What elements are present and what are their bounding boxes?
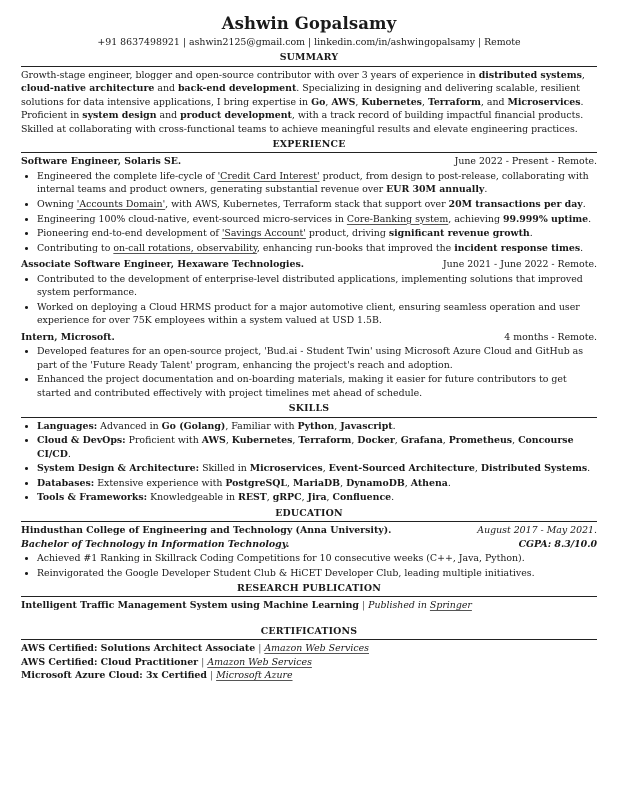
project-link[interactable]: on-call rotations, observability bbox=[113, 242, 257, 254]
issuer-link[interactable]: Amazon Web Services bbox=[264, 643, 369, 655]
education-dates: August 2017 - May 2021. bbox=[477, 525, 597, 537]
job-dates: June 2021 - June 2022 - Remote. bbox=[442, 259, 597, 271]
published-in: Published in bbox=[368, 600, 430, 612]
research-title: Intelligent Traffic Management System using Machine Learning bbox=[21, 600, 359, 612]
skill-system-design: • System Design & Architecture: Skilled in Microservices, Event-Sourced Architecture, Distributed Systems. bbox=[37, 462, 597, 476]
list-item: • Enhanced the project documentation and on-boarding materials, making it easier for future contributors to get started and contributed effectively with project timelines met ahead of schedule. bbox=[37, 373, 597, 400]
research-entry: Intelligent Traffic Management System using Machine Learning | Published in Springer bbox=[21, 600, 472, 612]
job-title: Associate Software Engineer, Hexaware Technologies. bbox=[21, 259, 304, 271]
list-item: • Reinvigorated the Google Developer Student Club & HiCET Developer Club, leading multiple initiatives. bbox=[37, 567, 597, 581]
degree: Bachelor of Technology in Information Technology. bbox=[21, 538, 290, 550]
list-item: • Worked on deploying a Cloud HRMS product for a major automotive client, ensuring seamless operation and user experience for over 75K employees within a system valued at USD 1.5B. bbox=[37, 301, 597, 328]
location: Remote bbox=[484, 36, 521, 48]
job-dates: 4 months - Remote. bbox=[504, 331, 597, 343]
skills-heading: SKILLS bbox=[21, 403, 597, 417]
job-header-microsoft bbox=[21, 331, 597, 345]
list-item: • Contributing to on-call rotations, observability, enhancing run-books that improved the incident response times. bbox=[37, 242, 597, 256]
skill-languages: • Languages: Advanced in Go (Golang), Familiar with Python, Javascript. bbox=[37, 420, 597, 434]
summary-text: Growth-stage engineer, blogger and open-source contributor with over 3 years of experience in distributed systems, cloud-native architecture and back-end development. Specializing in designing and delivering scalable, resilient solutions for data intensive applications, I bring expertise in Go, AWS, Kubernetes, Terraform, and Microservices. Proficient in system design and product development, with a track record of building impactful financial products. Skilled at collaborating with cross-functional teams to achieve meaningful results and elevate engineering practices. bbox=[21, 69, 585, 135]
skills-list bbox=[21, 420, 597, 505]
certifications-heading: CERTIFICATIONS bbox=[21, 626, 597, 640]
education-heading: EDUCATION bbox=[21, 508, 597, 522]
job-title: Software Engineer, Solaris SE. bbox=[21, 156, 182, 168]
list-item: • Engineered the complete life-cycle of 'Credit Card Interest' product, from design to post-release, collaborating with internal teams and product owners, generating substantial revenue over EUR 30M annually. bbox=[37, 170, 597, 197]
skill-tools: • Tools & Frameworks: Knowledgeable in REST, gRPC, Jira, Confluence. bbox=[37, 491, 597, 505]
degree-row bbox=[21, 538, 597, 552]
issuer-link[interactable]: Amazon Web Services bbox=[207, 656, 312, 668]
summary-heading: SUMMARY bbox=[21, 52, 597, 66]
research-heading: RESEARCH PUBLICATION bbox=[21, 583, 597, 597]
linkedin-link[interactable]: linkedin.com/in/ashwingopalsamy bbox=[314, 36, 475, 48]
job-header-hexaware bbox=[21, 258, 597, 272]
springer-link[interactable]: Springer bbox=[429, 600, 472, 612]
education-header bbox=[21, 524, 597, 538]
list-item: • Achieved #1 Ranking in Skillrack Coding Competitions for 10 consecutive weeks (C++, Java, Python). bbox=[37, 552, 597, 566]
skill-databases: • Databases: Extensive experience with PostgreSQL, MariaDB, DynamoDB, Athena. bbox=[37, 477, 597, 491]
phone-number: +91 8637498921 bbox=[97, 36, 180, 48]
project-link[interactable]: 'Credit Card Interest' bbox=[217, 170, 320, 182]
list-item: Microsoft Azure Cloud: 3x Certified | Microsoft Azure bbox=[21, 670, 293, 682]
skill-cloud-devops: • Cloud & DevOps: Proficient with AWS, Kubernetes, Terraform, Docker, Grafana, Prometheus, Concourse CI/CD. bbox=[37, 434, 597, 461]
project-link[interactable]: 'Accounts Domain' bbox=[76, 199, 166, 211]
list-item: • Owning 'Accounts Domain', with AWS, Kubernetes, Terraform stack that support over 20M transactions per day. bbox=[37, 198, 597, 212]
job-bullets-microsoft bbox=[21, 345, 597, 400]
job-title: Intern, Microsoft. bbox=[21, 331, 115, 343]
project-link[interactable]: 'Savings Account' bbox=[221, 228, 306, 240]
issuer-link[interactable]: Microsoft Azure bbox=[216, 670, 293, 682]
certifications-list bbox=[21, 642, 597, 683]
education-bullets bbox=[21, 552, 597, 580]
list-item: • Engineering 100% cloud-native, event-sourced micro-services in Core-Banking system, achieving 99.999% uptime. bbox=[37, 213, 597, 227]
job-bullets-solaris bbox=[21, 170, 597, 255]
school-name: Hindusthan College of Engineering and Technology (Anna University). bbox=[21, 525, 392, 537]
job-bullets-hexaware bbox=[21, 273, 597, 328]
experience-heading: EXPERIENCE bbox=[21, 139, 597, 153]
cgpa: CGPA: 8.3/10.0 bbox=[518, 538, 597, 550]
list-item: AWS Certified: Cloud Practitioner | Amazon Web Services bbox=[21, 656, 312, 668]
list-item: • Developed features for an open-source project, 'Bud.ai - Student Twin' using Microsoft Azure Cloud and GitHub as part of the 'Future Ready Talent' program, enhancing the project's reach and adoption. bbox=[37, 345, 597, 372]
job-header-solaris bbox=[21, 155, 597, 169]
contact-line: +91 8637498921 | ashwin2125@gmail.com | linkedin.com/in/ashwingopalsamy | Remote bbox=[97, 36, 521, 48]
candidate-name: Ashwin Gopalsamy bbox=[221, 14, 397, 33]
job-dates: June 2022 - Present - Remote. bbox=[454, 156, 597, 168]
project-link[interactable]: Core-Banking system bbox=[346, 213, 449, 225]
email-link[interactable]: ashwin2125@gmail.com bbox=[189, 36, 305, 48]
list-item: • Pioneering end-to-end development of 'Savings Account' product, driving significant revenue growth. bbox=[37, 227, 597, 241]
list-item: • Contributed to the development of enterprise-level distributed applications, implementing solutions that improved system performance. bbox=[37, 273, 597, 300]
list-item: AWS Certified: Solutions Architect Associate | Amazon Web Services bbox=[21, 643, 369, 655]
